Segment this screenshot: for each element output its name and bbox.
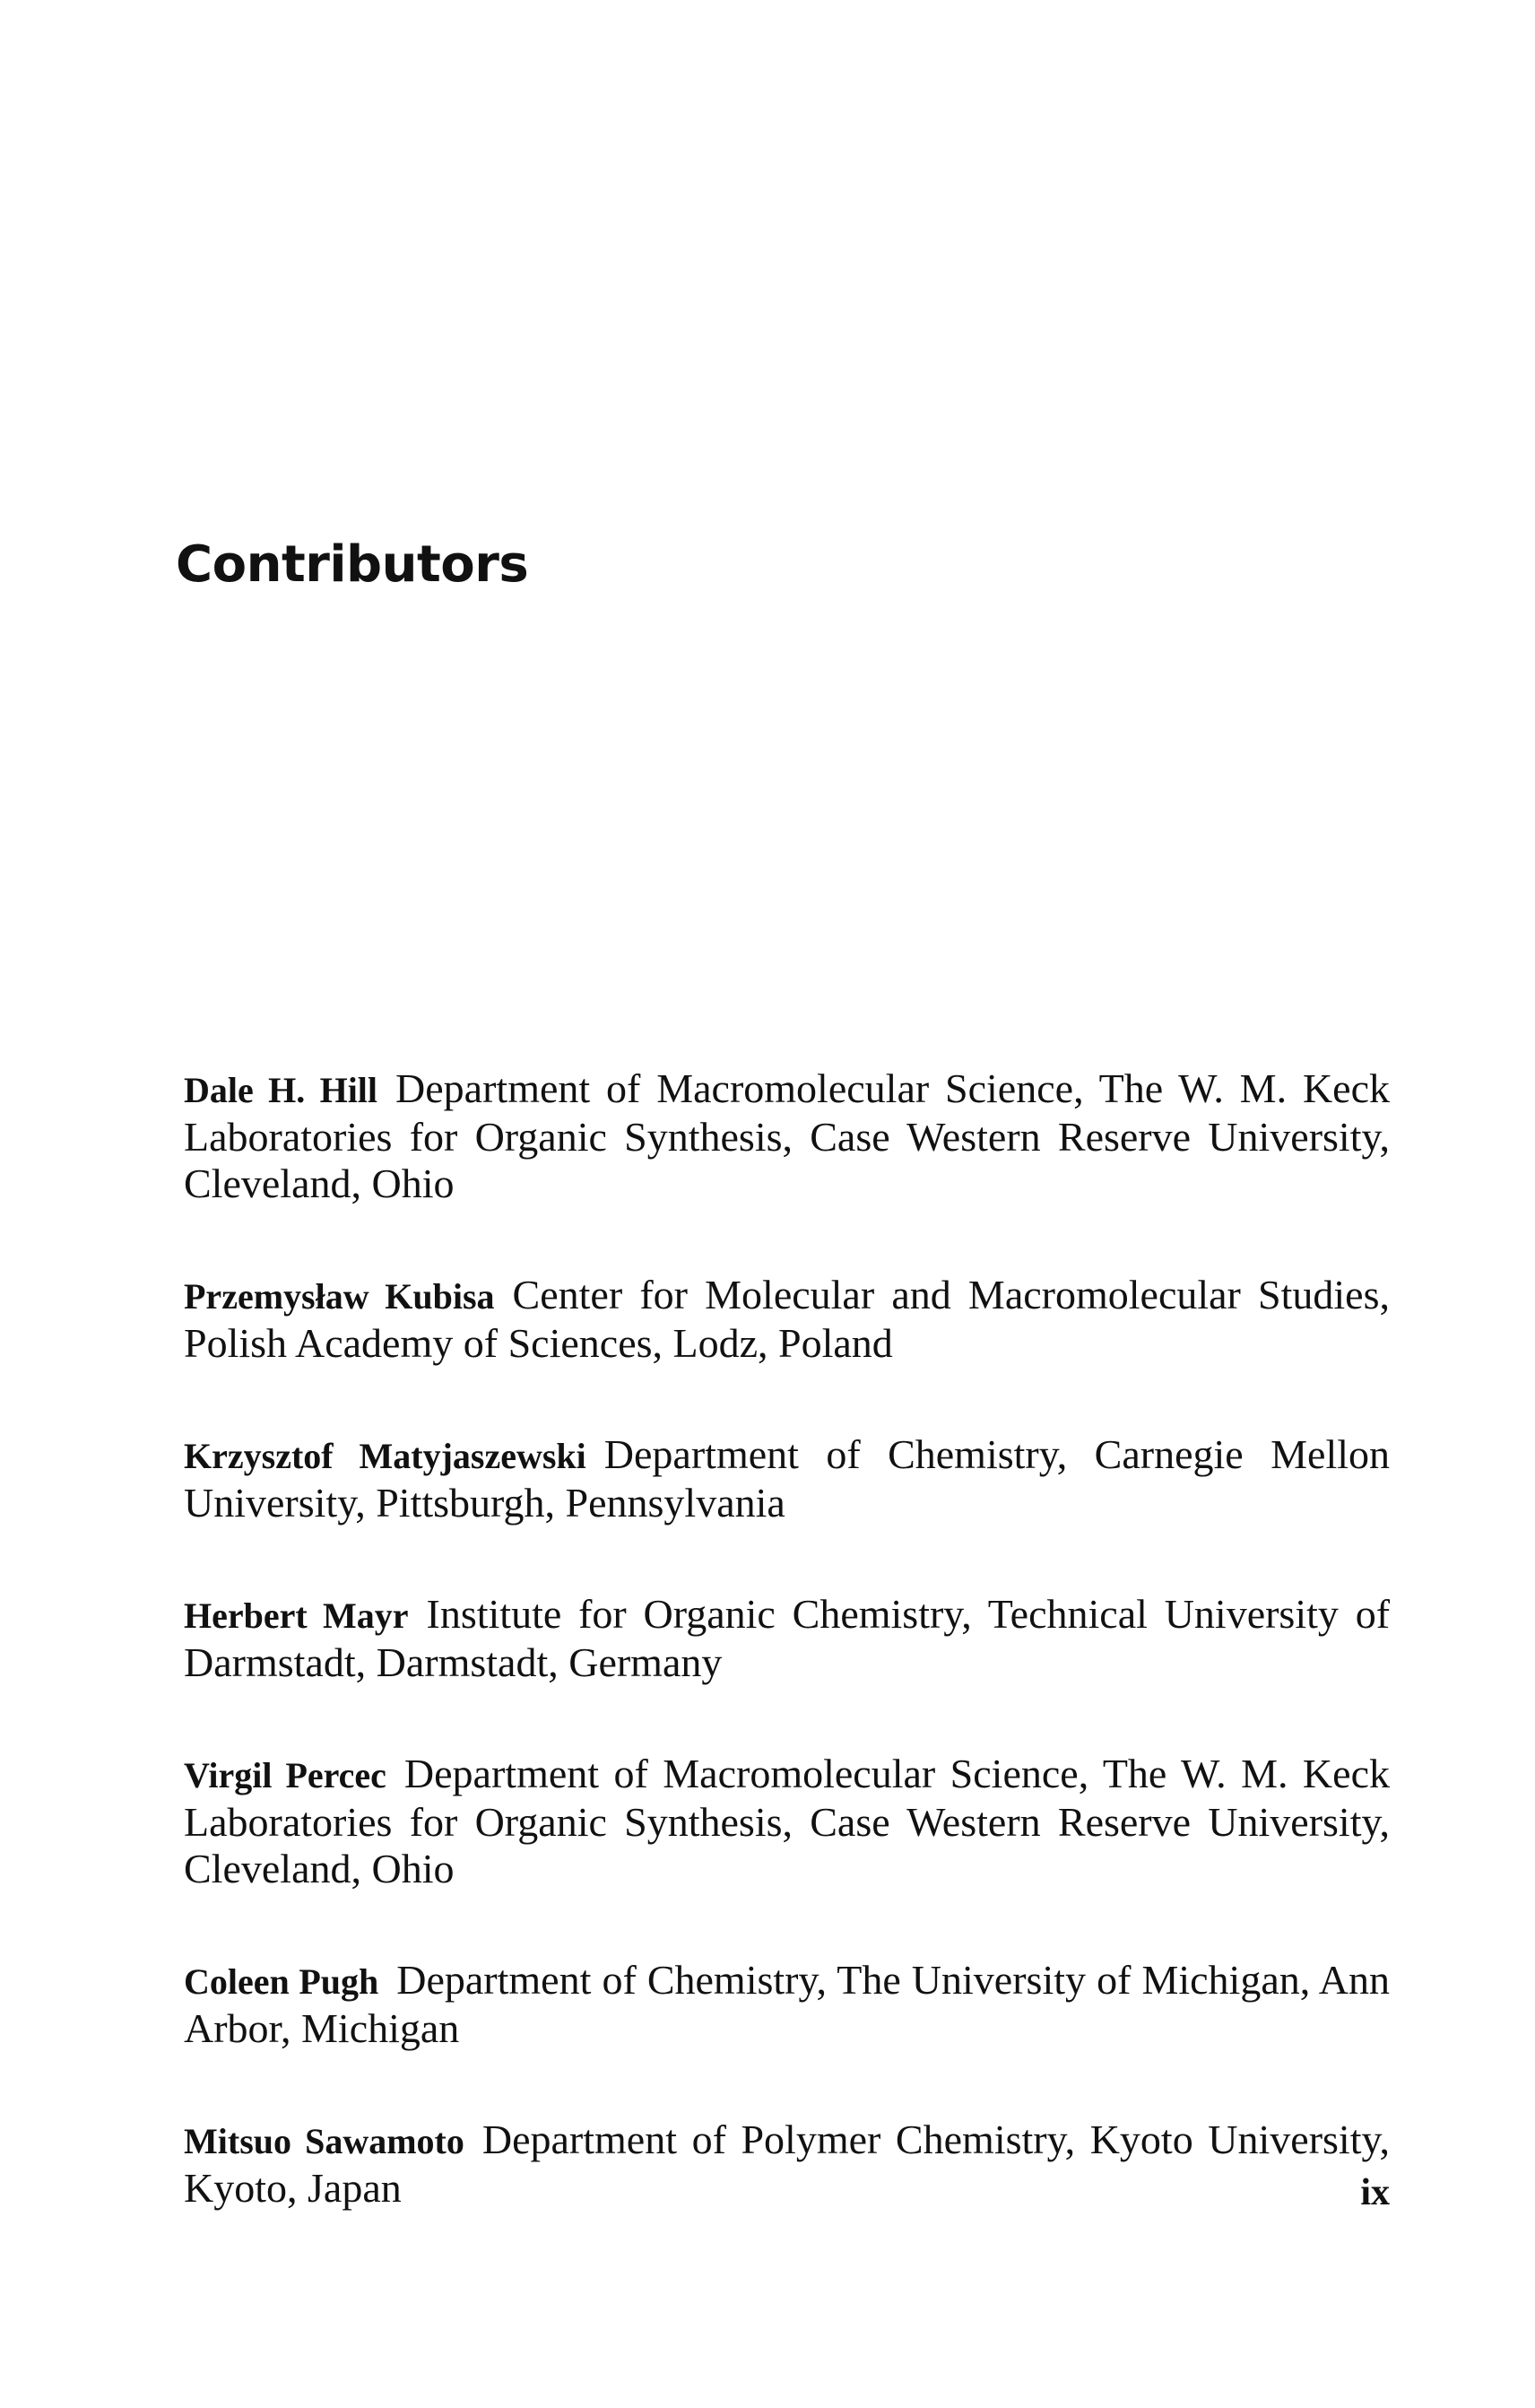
- contributor-name: Herbert Mayr: [184, 1595, 409, 1636]
- contributor-name: Dale H. Hill: [184, 1070, 378, 1110]
- contributor-affiliation: Department of Polymer Chemistry, Kyoto University, Kyoto, Japan: [184, 2117, 1390, 2211]
- contributor-entry: [184, 1751, 1390, 1892]
- contributor-name: Coleen Pugh: [184, 1961, 379, 2002]
- page-title: Contributors: [176, 535, 529, 594]
- contributor-affiliation: Department of Chemistry, The University of Michigan, Ann Arbor, Michigan: [184, 1957, 1390, 2051]
- contributor-affiliation: Institute for Organic Chemistry, Technical University of Darmstadt, Darmstadt, Germany: [184, 1591, 1391, 1685]
- contributor-affiliation: Department of Chemistry, Carnegie Mellon University, Pittsburgh, Pennsylvania: [184, 1431, 1391, 1526]
- contributor-name: Virgil Percec: [184, 1755, 386, 1795]
- contributor-entry: [184, 1431, 1390, 1526]
- contributor-affiliation: Center for Molecular and Macromolecular Studies, Polish Academy of Sciences, Lodz, Poland: [184, 1272, 1391, 1366]
- contributor-name: Mitsuo Sawamoto: [184, 2121, 464, 2161]
- page-number: ix: [1360, 2172, 1390, 2213]
- contributor-name: Przemysław Kubisa: [184, 1276, 495, 1317]
- contributor-affiliation: Department of Macromolecular Science, The W. M. Keck Laboratories for Organic Synthesis, Case Western Reserve University, Cleveland, Ohio: [184, 1751, 1390, 1891]
- contributor-affiliation: Department of Macromolecular Science, The W. M. Keck Laboratories for Organic Synthesis, Case Western Reserve University, Cleveland, Ohio: [184, 1065, 1390, 1206]
- contributor-name: Krzysztof Matyjaszewski: [184, 1436, 586, 1476]
- contributor-list: [184, 1065, 1390, 2212]
- contributor-entry: [184, 1065, 1390, 1207]
- contributor-entry: [184, 1591, 1390, 1686]
- contributor-entry: [184, 1272, 1390, 1367]
- contributor-entry: [184, 1957, 1390, 2052]
- contributor-entry: [184, 2117, 1390, 2212]
